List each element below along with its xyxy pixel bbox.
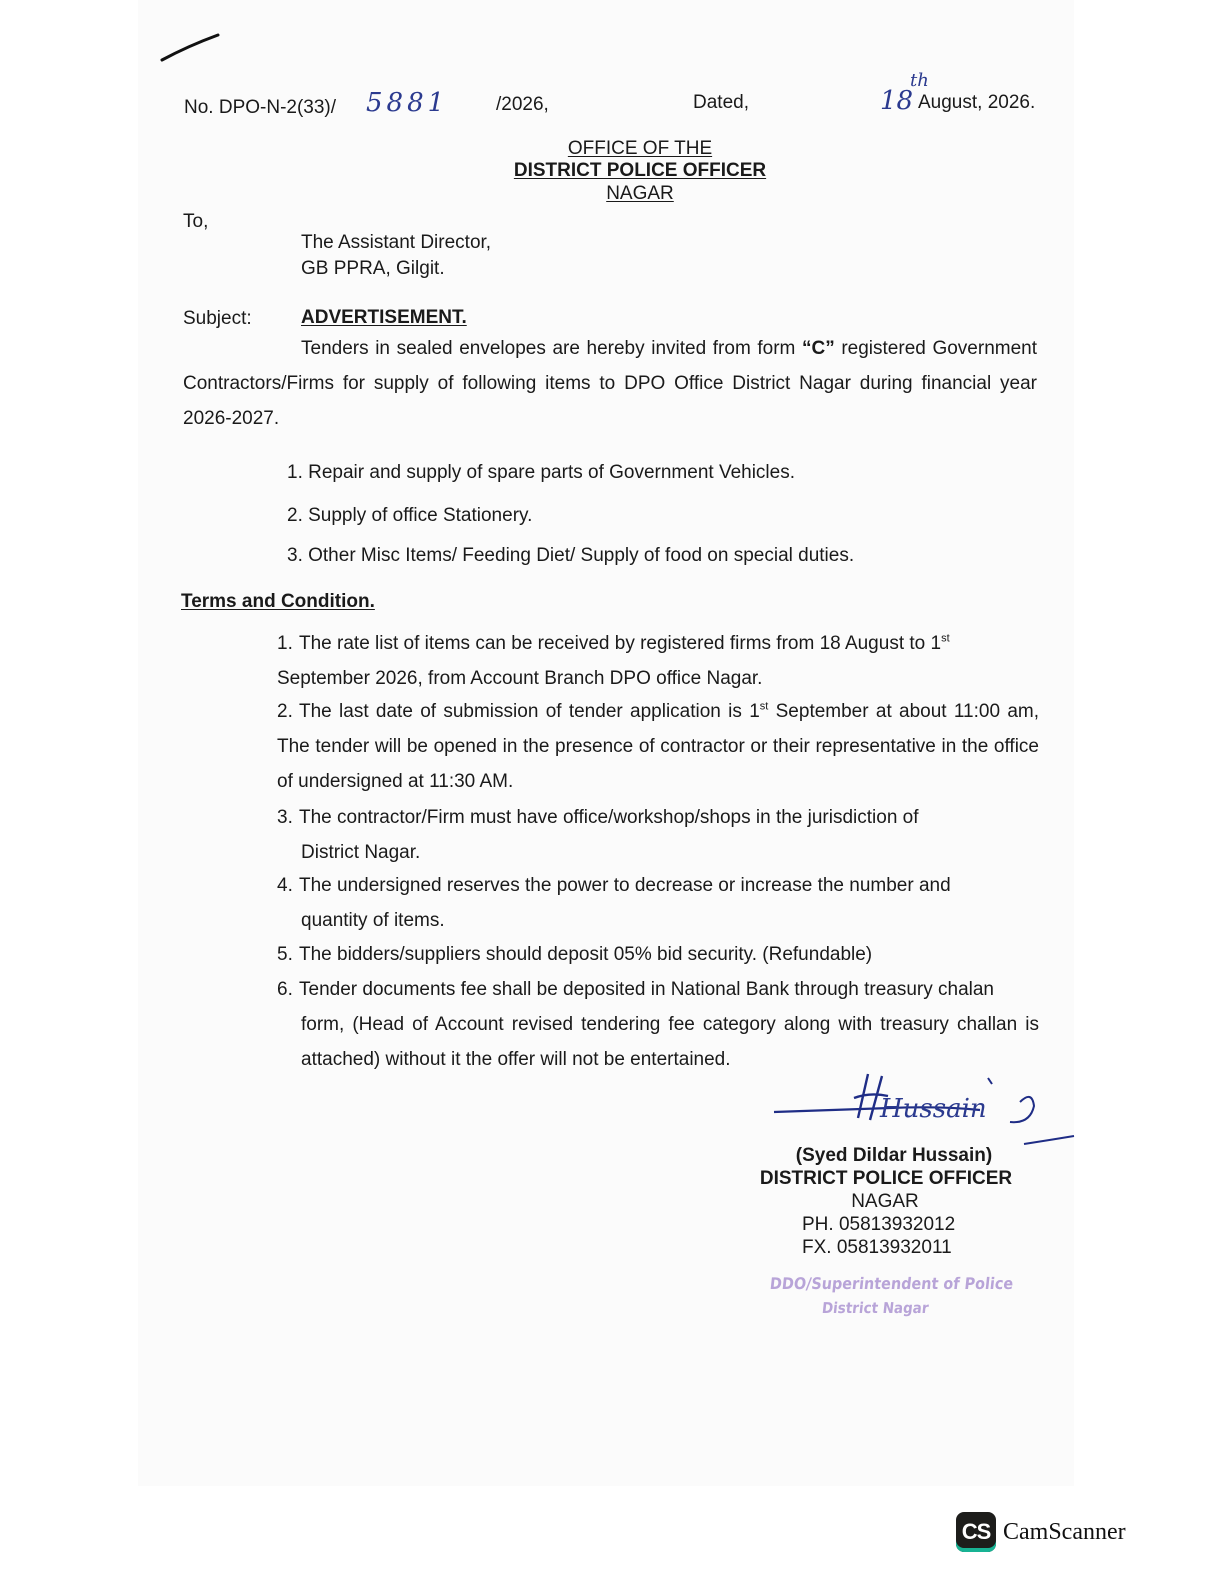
signatory-fax: FX. 05813932011 xyxy=(802,1237,952,1258)
term-number: 5. xyxy=(277,944,293,965)
official-stamp-line-1: DDO/Superintendent of Police xyxy=(769,1274,1015,1293)
list-item: 3. Other Misc Items/ Feeding Diet/ Supply of food on special duties. xyxy=(287,545,855,566)
term-1 xyxy=(277,626,1039,696)
term-text-continued: quantity of items. xyxy=(301,910,445,931)
camscanner-brand: CamScanner xyxy=(1003,1519,1126,1545)
office-line-1: OFFICE OF THE xyxy=(567,138,713,159)
office-line-2: DISTRICT POLICE OFFICER xyxy=(513,160,767,181)
intro-part-2: registered Government Contractors/Firms for supply of following items to DPO Office District Nagar during financial year 2026-2027. xyxy=(183,338,1037,429)
pen-mark xyxy=(158,30,222,64)
list-item: 1. Repair and supply of spare parts of Government Vehicles. xyxy=(287,462,795,483)
term-6 xyxy=(277,972,1039,1077)
term-number: 1. xyxy=(277,633,293,654)
reference-year: /2026, xyxy=(496,94,549,115)
term-number: 2. xyxy=(277,701,293,722)
reference-prefix: No. DPO-N-2(33)/ xyxy=(184,97,337,118)
camscanner-logo-icon: CS xyxy=(956,1512,996,1552)
term-text-continued: September 2026, from Account Branch DPO office Nagar. xyxy=(277,668,763,689)
office-line-3: NAGAR xyxy=(606,183,674,204)
list-item: 2. Supply of office Stationery. xyxy=(287,505,533,526)
date-day-suffix-handwritten: th xyxy=(910,70,929,91)
term-superscript: st xyxy=(941,632,950,645)
term-text: The bidders/suppliers should deposit 05% bid security. (Refundable) xyxy=(299,944,873,965)
date-rest: August, 2026. xyxy=(918,92,1036,113)
term-text: The last date of submission of tender application is 1 xyxy=(299,701,760,722)
term-text: The undersigned reserves the power to decrease or increase the number and xyxy=(299,875,951,896)
dated-label: Dated, xyxy=(693,92,749,113)
term-4 xyxy=(277,868,1039,938)
intro-part-1: Tenders in sealed envelopes are hereby invited from form xyxy=(301,338,802,359)
term-superscript: st xyxy=(759,700,769,713)
term-3 xyxy=(277,800,1039,870)
signatory-name: (Syed Dildar Hussain) xyxy=(795,1145,993,1166)
term-number: 4. xyxy=(277,875,293,896)
term-number: 6. xyxy=(277,979,293,1000)
term-text: The contractor/Firm must have office/workshop/shops in the jurisdiction of xyxy=(299,807,919,828)
signatory-location: NAGAR xyxy=(851,1191,919,1212)
signatory-designation: DISTRICT POLICE OFFICER xyxy=(759,1168,1013,1189)
subject-label: Subject: xyxy=(183,308,252,329)
signature-handwritten: Hussain xyxy=(880,1094,987,1124)
official-stamp-line-2: District Nagar xyxy=(821,1299,930,1317)
signatory-phone: PH. 05813932012 xyxy=(802,1214,956,1235)
term-text-continued: District Nagar. xyxy=(301,842,421,863)
to-label: To, xyxy=(183,211,209,232)
term-text-continued: form, (Head of Account revised tendering fee category along with treasury challan is attached) without it the offer will not be entertained. xyxy=(301,1014,1039,1070)
term-2 xyxy=(277,694,1039,799)
date-day-handwritten: 18 xyxy=(880,86,914,116)
term-5 xyxy=(277,937,1039,972)
reference-number-handwritten: 5881 xyxy=(366,88,449,118)
term-text: Tender documents fee shall be deposited in National Bank through treasury chalan xyxy=(299,979,994,1000)
term-text-continued: September at about 11:00 am, The tender will be opened in the presence of contractor or their representative in the office of undersigned at 11:30 AM. xyxy=(277,701,1039,792)
intro-paragraph xyxy=(183,331,1037,436)
term-text: The rate list of items can be received by registered firms from 18 August to 1 xyxy=(299,633,942,654)
subject-title: ADVERTISEMENT. xyxy=(301,307,467,328)
recipient-line-1: The Assistant Director, xyxy=(301,232,492,253)
term-number: 3. xyxy=(277,807,293,828)
terms-heading: Terms and Condition. xyxy=(181,591,375,612)
recipient-line-2: GB PPRA, Gilgit. xyxy=(301,258,445,279)
intro-form-class: “C” xyxy=(802,338,835,359)
